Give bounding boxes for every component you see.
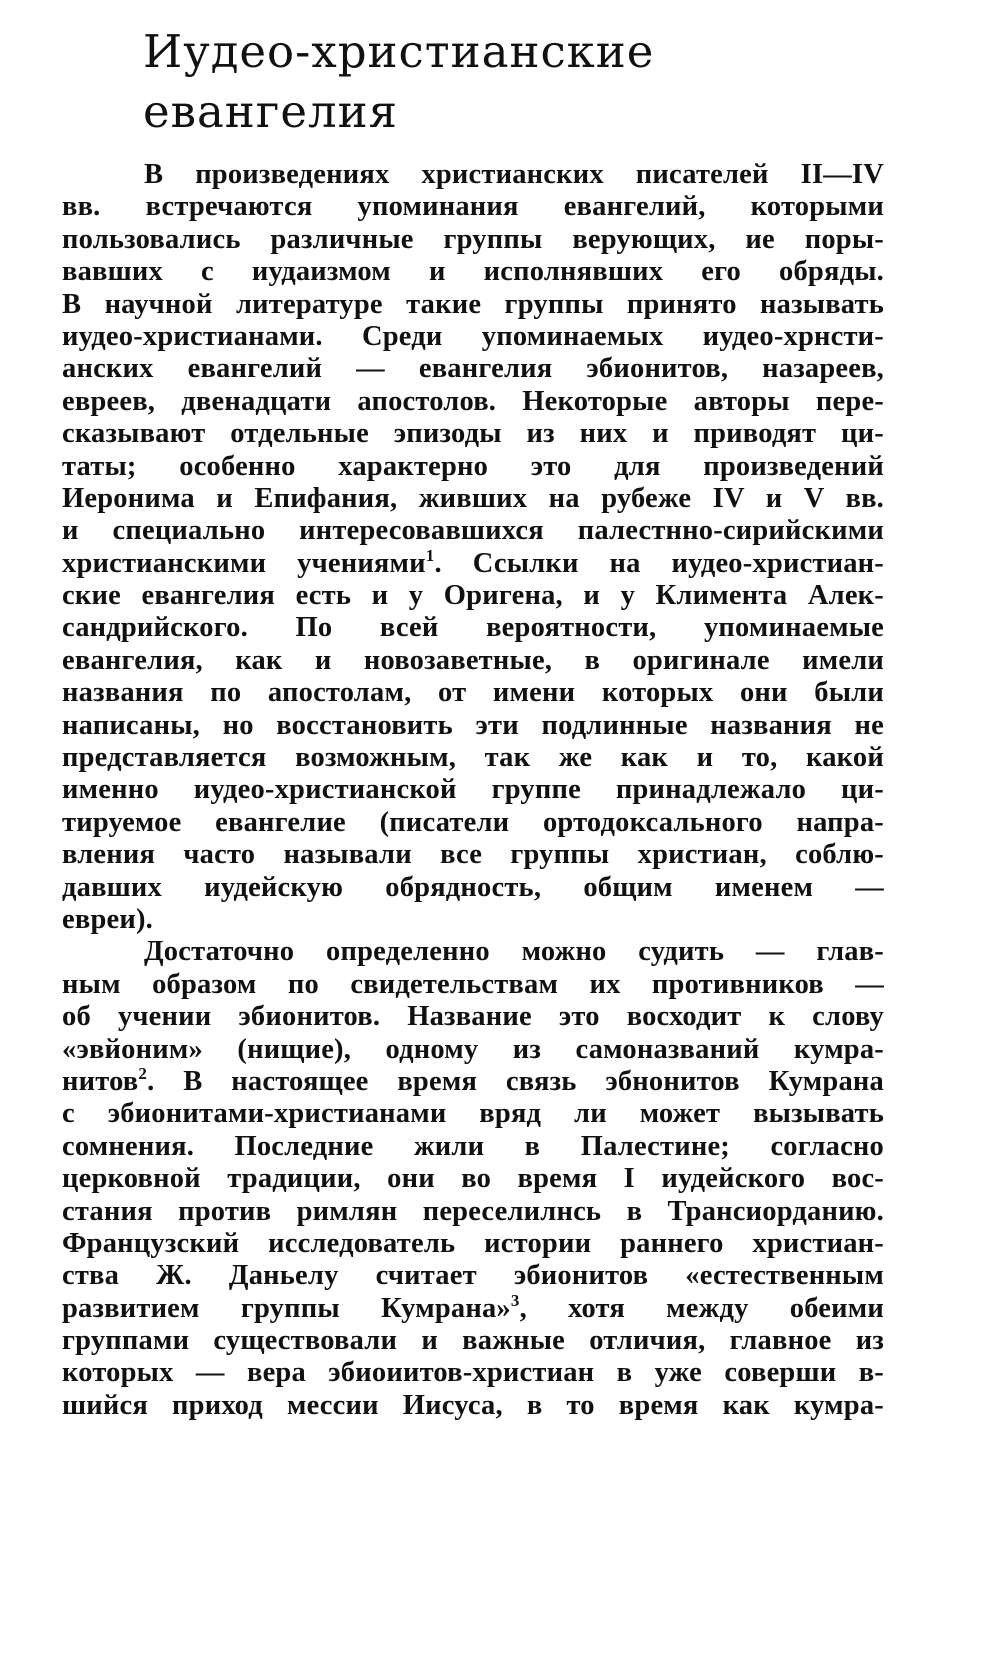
line-text-continued: , хотя между обеими (519, 1292, 884, 1324)
line-text-continued: . В настоящее время связь эбнонитов Кумрана (147, 1065, 884, 1097)
text-line (62, 1357, 884, 1389)
text-line (62, 289, 884, 321)
text-line (62, 807, 884, 839)
text-line (62, 1001, 884, 1033)
line-text: тируемое евангелие (писатели ортодоксального напра- (62, 806, 884, 838)
text-line (62, 969, 884, 1001)
line-text: названия по апостолам, от имени которых они были (62, 677, 884, 709)
text-line (62, 1390, 884, 1422)
text-line (62, 1063, 884, 1098)
line-text: шийся приход мессии Иисуса, в то время как кумра- (62, 1389, 884, 1421)
text-line (62, 1034, 884, 1066)
line-text: вв. встречаются упоминания евангелий, которыми (62, 191, 884, 223)
text-line (62, 1131, 884, 1163)
line-text: ства Ж. Даньелу считает эбионитов «естественным (62, 1260, 884, 1292)
line-text: христианскими учениями (62, 547, 426, 579)
line-text: ным образом по свидетельствам их противников — (62, 968, 884, 1000)
line-text: сомнения. Последние жили в Палестине; согласно (62, 1130, 884, 1162)
line-text: нитов (62, 1065, 139, 1097)
text-line (62, 353, 884, 385)
line-text: сандрийского. По всей вероятности, упоминаемые (62, 612, 884, 644)
line-text: «эвйоним» (нищие), одному из самоназваний кумра- (62, 1033, 884, 1065)
body-text (62, 159, 884, 1422)
line-text: иудео-христианами. Среди упоминаемых иудео-хрнсти- (62, 320, 884, 352)
line-text: Достаточно определенно можно судить — глав- (144, 936, 884, 968)
line-text: В научной литературе такие группы принято называть (62, 288, 884, 320)
text-line (62, 159, 884, 191)
text-line (62, 612, 884, 644)
line-text: группами существовали и важные отличия, главное из (62, 1325, 884, 1357)
line-text: вления часто называли все группы христиан, соблю- (62, 839, 884, 871)
text-line (62, 580, 884, 612)
text-line (62, 515, 884, 547)
text-line (62, 1163, 884, 1195)
line-text: которых — вера эбиоиитов-христиан в уже соверши в- (62, 1357, 884, 1389)
heading-line-1: Иудео-христианские (143, 25, 655, 78)
text-line (62, 545, 884, 580)
text-line (62, 742, 884, 774)
paragraph (62, 936, 884, 1422)
chapter-heading (143, 22, 903, 142)
line-text: евангелия, как и новозаветные, в оригинале имели (62, 644, 884, 676)
line-text: написаны, но восстановить эти подлинные названия не (62, 709, 884, 741)
line-text: давших иудейскую обрядность, общим именем — (62, 871, 884, 903)
line-text: стания против римлян переселилнсь в Трансиорданию. (62, 1195, 884, 1227)
heading-line-2: евангелия (143, 85, 398, 138)
text-line (62, 839, 884, 871)
text-line (62, 321, 884, 353)
line-text: об учении эбионитов. Название это восходит к слову (62, 1001, 884, 1033)
footnote-marker[interactable]: 3 (510, 1290, 520, 1310)
line-text: пользовались различные группы верующих, ие поры- (62, 223, 884, 255)
line-text: и специально интересовавшихся палестнно-сирийскими (62, 515, 884, 547)
text-line (62, 710, 884, 742)
line-text: развитием группы Кумрана» (62, 1292, 511, 1324)
line-text: Французский исследователь истории раннего христиан- (62, 1227, 884, 1259)
line-text: анских евангелий — евангелия эбионитов, назареев, (62, 353, 884, 385)
text-line (62, 191, 884, 223)
text-line (62, 936, 884, 968)
line-text: ские евангелия есть и у Оригена, и у Климента Алек- (62, 580, 884, 612)
text-line (62, 677, 884, 709)
line-text: таты; особенно характерно это для произведений (62, 450, 884, 482)
text-line (62, 386, 884, 418)
line-text: с эбионитами-христианами вряд ли может вызывать (62, 1098, 884, 1130)
footnote-marker[interactable]: 2 (138, 1063, 148, 1083)
line-text-continued: . Ссылки на иудео-христиан- (434, 547, 884, 579)
line-text: сказывают отдельные эпизоды из них и приводят ци- (62, 418, 884, 450)
text-line (62, 1290, 884, 1325)
text-line (62, 1325, 884, 1357)
line-text: именно иудео-христианской группе принадлежало ци- (62, 774, 884, 806)
line-text: евреев, двенадцати апостолов. Некоторые авторы пере- (62, 385, 884, 417)
text-line (62, 645, 884, 677)
text-line (62, 256, 884, 288)
text-line (62, 1260, 884, 1292)
line-text: Иеронима и Епифания, живших на рубеже IV и V вв. (62, 482, 884, 514)
text-line (62, 872, 884, 904)
line-text: вавших с иудаизмом и исполнявших его обряды. (62, 256, 884, 288)
text-line (62, 904, 884, 936)
text-line (62, 774, 884, 806)
text-line (62, 1098, 884, 1130)
paragraph (62, 159, 884, 936)
text-line (62, 483, 884, 515)
footnote-marker[interactable]: 1 (425, 545, 435, 565)
text-line (62, 224, 884, 256)
line-text: В произведениях христианских писателей II—IV (144, 159, 884, 190)
text-line (62, 451, 884, 483)
line-text: представляется возможным, так же как и то, какой (62, 742, 884, 774)
text-line (62, 1228, 884, 1260)
line-text: церковной традиции, они во время I иудейского вос- (62, 1163, 884, 1195)
text-line (62, 1196, 884, 1228)
line-text: евреи). (62, 903, 153, 935)
text-line (62, 418, 884, 450)
